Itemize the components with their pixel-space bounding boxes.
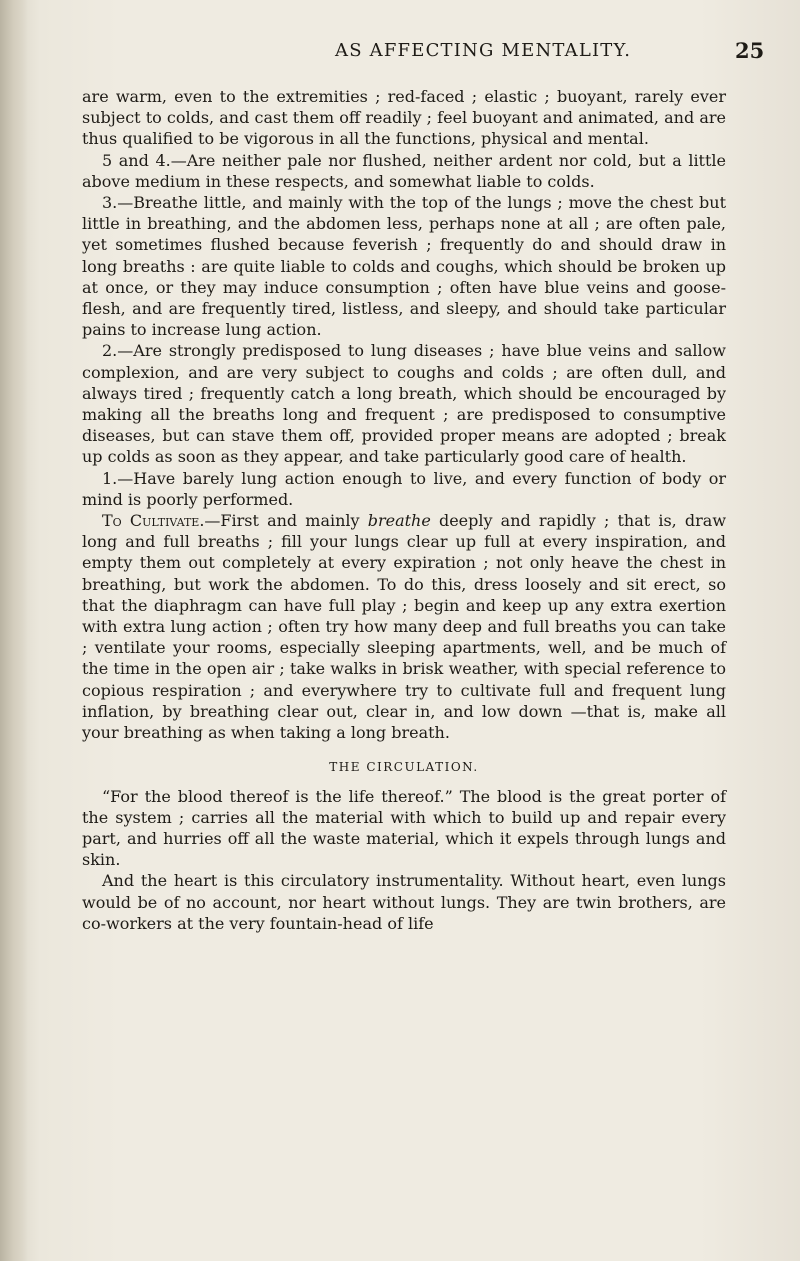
page-number: 25 (735, 38, 765, 63)
running-head: AS AFFECTING MENTALITY. (335, 40, 632, 61)
to-cultivate-label: To Cultivate. (102, 511, 205, 531)
paragraph-circulation-2: And the heart is this circulatory instrumentality. Without heart, even lungs would be of no account, nor heart without lungs. They are twin brothers, are co-workers at the very fountain-head of life (82, 871, 726, 933)
body-text (82, 86, 726, 934)
page-binding-edge (0, 0, 28, 1261)
to-cultivate-text-b: deeply and rapidly ; that is, draw long and full breaths ; fill your lungs clear up full at every inspiration, and empty them out completely at every expiration ; not only heave the chest in breathing, but work the abdomen. To do this, dress loosely and sit erect, so that the diaphragm can have full play ; begin and keep up any extra exertion with extra lung action ; often try how many deep and full breaths you can take ; ventilate your rooms, especially sleeping apartments, well, and be much of the time in the open air ; take walks in brisk weather, with special reference to copious respiration ; and everywhere try to cultivate full and frequent lung inflation, by breathing clear out, clear in, and low down —that is, make all your breathing as when taking a long breath. (82, 511, 727, 743)
paragraph-degree-5-4: 5 and 4.—Are neither pale nor flushed, neither ardent nor cold, but a little above medium in these respects, and somewhat liable to colds. (82, 150, 726, 191)
section-title: THE CIRCULATION. (329, 760, 479, 775)
paragraph-degree-3: 3.—Breathe little, and mainly with the top of the lungs ; move the chest but little in breathing, and the abdomen less, perhaps none at all ; are often pale, yet sometimes flushed because feverish ; frequently do and should draw in long breaths : are quite liable to colds and coughs, which should be broken up at once, or they may induce consumption ; often have blue veins and goose-flesh, and are frequently tired, listless, and sleepy, and should take particular pains to increase lung action. (82, 193, 726, 340)
page-header (0, 38, 800, 68)
paragraph-degree-2: 2.—Are strongly predisposed to lung diseases ; have blue veins and sallow complexion, and are very subject to coughs and colds ; are often dull, and always tired ; frequently catch a long breath, which should be encouraged by making all the breaths long and frequent ; are predisposed to consumptive diseases, but can stave them off, provided proper means are adopted ; break up colds as soon as they appear, and take particularly good care of health. (82, 341, 726, 467)
paragraph-circulation-1: “For the blood thereof is the life thereof.” The blood is the great porter of the system ; carries all the material with which to build up and repair every part, and hurries off all the waste material, which it expels through lungs and skin. (82, 786, 726, 870)
paragraph-continuation: are warm, even to the extremities ; red-faced ; elastic ; buoyant, rarely ever subject to colds, and cast them off readily ; feel buoyant and animated, and are thus qualified to be vigorous in all the functions, physical and mental. (82, 87, 726, 149)
paragraph-to-cultivate (82, 510, 726, 743)
to-cultivate-emphasis: breathe (367, 511, 431, 531)
paragraph-degree-1: 1.—Have barely lung action enough to live, and every function of body or mind is poorly performed. (82, 468, 726, 509)
to-cultivate-text-a: —First and mainly (204, 511, 368, 531)
